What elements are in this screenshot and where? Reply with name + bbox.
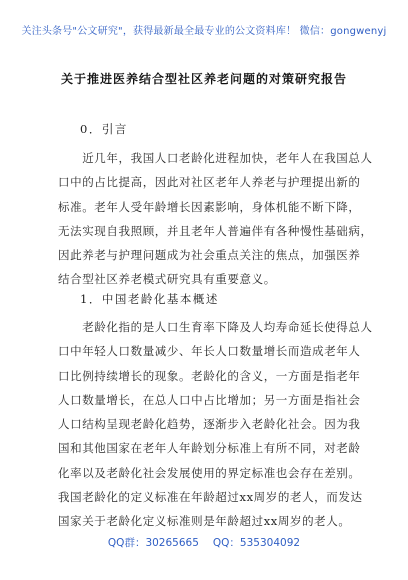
qq-label: QQ：535304092 bbox=[212, 537, 301, 549]
paragraph-line: 国和其他国家在老年人年龄划分标准上有所不同，对老龄 bbox=[58, 441, 361, 456]
paragraph-line: 我国老龄化的定义标准在年龄超过xx周岁的老人，而发达 bbox=[58, 490, 363, 505]
header-banner: 关注头条号"公文研究"，获得最新最全最专业的公文资料库！ 微信：gongwenyj bbox=[21, 26, 387, 37]
paragraph-line: 因此养老与护理问题成为社会重点关注的焦点，加强医养 bbox=[58, 248, 361, 263]
paragraph-line: 国家关于老龄化定义标准则是年龄超过xx周岁的老人。 bbox=[58, 514, 351, 529]
paragraph-line: 结合型社区养老模式研究具有重要意义。 bbox=[58, 272, 276, 287]
paragraph-line: 口中年轻人口数量减少、年长人口数量增长而造成老年人 bbox=[58, 344, 361, 359]
paragraph-intro bbox=[58, 146, 373, 292]
paragraph-line: 人口数量增长，在总人口中占比增加；另一方面是指社会 bbox=[58, 392, 361, 407]
qq-group-label: QQ群：30265665 bbox=[107, 537, 199, 549]
paragraph-line: 近几年，我国人口老龄化进程加快，老年人在我国总人 bbox=[58, 151, 373, 165]
document-title: 关于推进医养结合型社区养老问题的对策研究报告 bbox=[60, 72, 347, 86]
paragraph-line: 老龄化指的是人口生育率下降及人均寿命延长使得总人 bbox=[58, 320, 373, 334]
section-heading-intro: 0．引言 bbox=[80, 122, 128, 136]
paragraph-line: 化率以及老龄化社会发展使用的界定标准也会存在差别。 bbox=[58, 465, 361, 480]
paragraph-aging-overview bbox=[58, 315, 373, 534]
paragraph-line: 人口结构呈现老龄化趋势，逐渐步入老龄化社会。因为我 bbox=[58, 417, 361, 432]
paragraph-line: 口比例持续增长的现象。老龄化的含义，一方面是指老年 bbox=[58, 368, 361, 383]
paragraph-line: 标准。老年人受年龄增长因素影响，身体机能不断下降， bbox=[58, 199, 361, 214]
section-heading-aging-overview: 1．中国老龄化基本概述 bbox=[80, 292, 219, 306]
footer-contacts bbox=[0, 535, 408, 550]
paragraph-line: 口中的占比提高，因此对社区老年人养老与护理提出新的 bbox=[58, 175, 361, 190]
paragraph-line: 无法实现自我照顾，并且老年人普遍伴有各种慢性基础病， bbox=[58, 223, 373, 238]
